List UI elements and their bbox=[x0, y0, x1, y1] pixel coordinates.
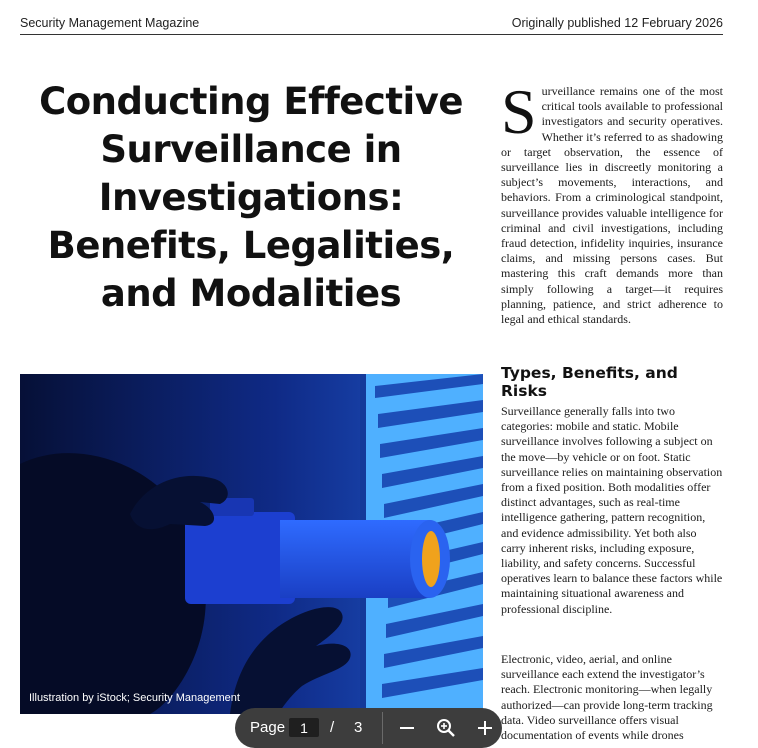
article-illustration bbox=[20, 374, 483, 714]
section-body bbox=[501, 404, 723, 617]
page-header bbox=[20, 14, 723, 35]
drop-cap: S bbox=[501, 76, 537, 147]
section-heading: Types, Benefits, and Risks bbox=[501, 364, 678, 400]
page-separator: / bbox=[330, 719, 335, 736]
minus-icon bbox=[395, 716, 419, 740]
surveillance-illustration bbox=[20, 374, 483, 714]
toolbar-divider bbox=[382, 712, 383, 744]
intro-paragraph bbox=[501, 76, 723, 327]
magnifier-plus-icon bbox=[434, 716, 458, 740]
intro-text: urveillance remains one of the most critical tools available to professional investigators and security operatives. Whether it’s referred to as shadowing or target observation, the essence of surveillance lies in discreetly monitoring a subject’s movements, interactions, and behaviors. From a criminological standpoint, surveillance provides valuable intelligence for criminal and civil investigations, including fraud detection, infidelity inquiries, insurance claims, and missing persons cases. But mastering this craft demands more than simply following a target—it requires planning, patience, and strict adherence to legal and ethical standards. bbox=[501, 84, 723, 327]
publication-name: Security Management Magazine bbox=[20, 16, 200, 30]
zoom-out-button[interactable] bbox=[395, 716, 419, 740]
total-pages: 3 bbox=[354, 719, 363, 736]
article-title bbox=[20, 78, 482, 318]
plus-icon bbox=[473, 716, 497, 740]
section-paragraph: Surveillance generally falls into two categories: mobile and static. Mobile surveillance involves following a subject on the move—by vehicle or on foot. Static surveillance relies on maintaining observation from a fixed position. Both modalities offer distinct advantages, such as real-time intelligence gathering, pattern recognition, and evidence admissibility. Yet both also carry inherent risks, including exposure, liability, and safety concerns. Successful operatives learn to balance these factors while maintaining situational awareness and professional discipline. bbox=[501, 404, 723, 616]
page-navigation-toolbar bbox=[235, 708, 502, 748]
publication-date: Originally published 12 February 2026 bbox=[511, 16, 723, 30]
title-line: Benefits, Legalities, bbox=[47, 224, 455, 267]
title-line: Surveillance in bbox=[100, 128, 402, 171]
zoom-in-button[interactable] bbox=[473, 716, 497, 740]
title-line: and Modalities bbox=[100, 272, 402, 315]
illustration-caption: Illustration by iStock; Security Management bbox=[29, 692, 240, 704]
section-paragraph-2: Electronic, video, aerial, and online surveillance each extend the investigator’s reach. Electronic monitoring—when legally authorized—can provide long-term tracking data. Video surveillance offers visual documentation of events while drones bbox=[501, 652, 713, 743]
section-body-continued bbox=[501, 652, 723, 743]
title-line: Investigations: bbox=[98, 176, 404, 219]
page-label: Page bbox=[250, 719, 286, 736]
title-line: Conducting Effective bbox=[39, 80, 463, 123]
page-number-input[interactable] bbox=[289, 718, 319, 737]
zoom-button[interactable] bbox=[434, 716, 458, 740]
